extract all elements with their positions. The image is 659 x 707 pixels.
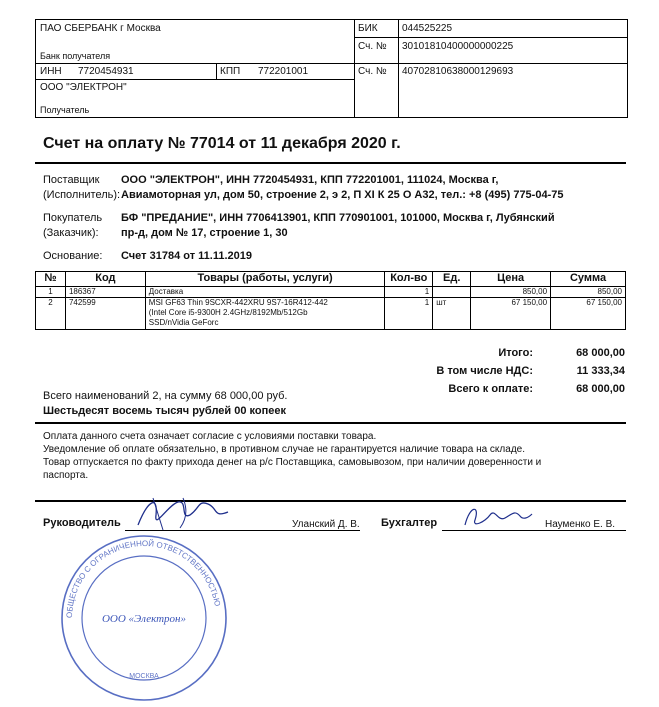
- row-price: 67 150,00: [471, 298, 551, 330]
- notes-block: [43, 430, 541, 482]
- stamp-ring-text: ОБЩЕСТВО С ОГРАНИЧЕННОЙ ОТВЕТСТВЕННОСТЬЮ: [64, 538, 223, 619]
- row-sum: 67 150,00: [551, 298, 626, 330]
- row-qty: 1: [385, 287, 433, 298]
- stamp-center-text: ООО «Электрон»: [101, 613, 187, 625]
- recipient-label: Получатель: [40, 105, 90, 115]
- col-header-goods: Товары (работы, услуги): [145, 272, 385, 287]
- bank-details-block: [35, 19, 628, 118]
- supplier-details: ООО "ЭЛЕКТРОН", ИНН 7720454931, КПП 772201001, 111024, Москва г, Авиамоторная ул, дом 50, строение 2, э 2, П XI К 25 О А32, тел.: +8 (495) 775-04-75: [121, 174, 564, 201]
- row-goods: Доставка: [145, 287, 385, 298]
- pay-value: 68 000,00: [576, 383, 625, 395]
- row-code: 186367: [65, 287, 145, 298]
- account-value: 40702810638000129693: [402, 66, 514, 77]
- bik-label: БИК: [358, 23, 378, 34]
- row-unit: шт: [433, 298, 471, 330]
- bank-inn-divider: [216, 63, 217, 79]
- kpp-value: 772201001: [258, 66, 309, 77]
- accountant-name: Науменко Е. В.: [545, 519, 616, 530]
- col-header-price: Цена: [471, 272, 551, 287]
- table-row: [36, 298, 626, 330]
- row-n: 2: [36, 298, 66, 330]
- corr-account-label: Сч. №: [358, 41, 387, 52]
- buyer-label: Покупатель (Заказчик):: [43, 212, 103, 239]
- bank-divider-2: [398, 20, 399, 117]
- svg-text:ОБЩЕСТВО С ОГРАНИЧЕННОЙ ОТВЕТС: [65, 539, 222, 618]
- table-header-row: [36, 272, 626, 287]
- head-name: Уланский Д. В.: [292, 519, 360, 530]
- row-qty: 1: [385, 298, 433, 330]
- total-value: 68 000,00: [576, 347, 625, 359]
- buyer-details: БФ "ПРЕДАНИЕ", ИНН 7706413901, КПП 770901001, 101000, Москва г, Лубянский пр-д, дом № 17, строение 1, 30: [121, 212, 555, 239]
- head-signature: [128, 490, 238, 535]
- note-line: Уведомление об оплате обязательно, в противном случае не гарантируется наличие товара на складе.: [43, 444, 525, 455]
- bank-name: ПАО СБЕРБАНК г Москва: [40, 23, 161, 34]
- totals-block: [332, 344, 626, 398]
- stamp-city: МОСКВА: [129, 673, 159, 680]
- vat-value: 11 333,34: [576, 365, 625, 377]
- row-price: 850,00: [471, 287, 551, 298]
- col-header-n: №: [36, 272, 66, 287]
- summary-words: Шестьдесят восемь тысяч рублей 00 копеек: [43, 405, 286, 417]
- bank-label: Банк получателя: [40, 51, 111, 61]
- row-goods: MSI GF63 Thin 9SCXR-442XRU 9S7-16R412-442 (Intel Core i5-9300H 2.4GHz/8192Mb/512Gb SSD/nVidia GeForc: [145, 298, 385, 330]
- total-label: Итого:: [498, 347, 533, 359]
- notes-rule: [35, 500, 626, 502]
- bank-divider-1: [354, 20, 355, 117]
- corr-account-value: 30101810400000000225: [402, 41, 514, 52]
- accountant-label: Бухгалтер: [381, 517, 438, 529]
- basis-label: Основание:: [43, 250, 103, 262]
- company-stamp: [52, 530, 237, 705]
- note-line: Оплата данного счета означает согласие с условиями поставки товара.: [43, 431, 377, 442]
- col-header-qty: Кол-во: [385, 272, 433, 287]
- row-code: 742599: [65, 298, 145, 330]
- pay-label: Всего к оплате:: [448, 383, 533, 395]
- bank-hline-2: [36, 63, 627, 64]
- note-line: паспорта.: [43, 470, 89, 481]
- supplier-label: Поставщик (Исполнитель):: [43, 174, 121, 201]
- col-header-code: Код: [65, 272, 145, 287]
- items-table: [35, 271, 626, 330]
- account-label: Сч. №: [358, 66, 387, 77]
- basis-value: Счет 31784 от 11.11.2019: [121, 250, 252, 262]
- invoice-title: Счет на оплату № 77014 от 11 декабря 2020 г.: [43, 135, 401, 152]
- vat-label: В том числе НДС:: [436, 365, 533, 377]
- col-header-sum: Сумма: [551, 272, 626, 287]
- summary-rule: [35, 422, 626, 424]
- table-row: [36, 287, 626, 298]
- kpp-label: КПП: [220, 66, 241, 77]
- inn-value: 7720454931: [78, 66, 134, 77]
- bik-value: 044525225: [402, 23, 453, 34]
- col-header-unit: Ед.: [433, 272, 471, 287]
- bank-hline-1: [354, 37, 627, 38]
- row-n: 1: [36, 287, 66, 298]
- row-sum: 850,00: [551, 287, 626, 298]
- inn-label: ИНН: [40, 66, 62, 77]
- note-line: Товар отпускается по факту прихода денег на р/с Поставщика, самовывозом, при наличии доверенности и: [43, 457, 542, 468]
- title-rule: [35, 162, 626, 164]
- accountant-signature: [460, 500, 535, 532]
- row-unit: [433, 287, 471, 298]
- bank-hline-3: [36, 79, 354, 80]
- head-label: Руководитель: [43, 517, 121, 529]
- summary-count: Всего наименований 2, на сумму 68 000,00 руб.: [43, 390, 288, 402]
- recipient-name: ООО "ЭЛЕКТРОН": [40, 82, 127, 93]
